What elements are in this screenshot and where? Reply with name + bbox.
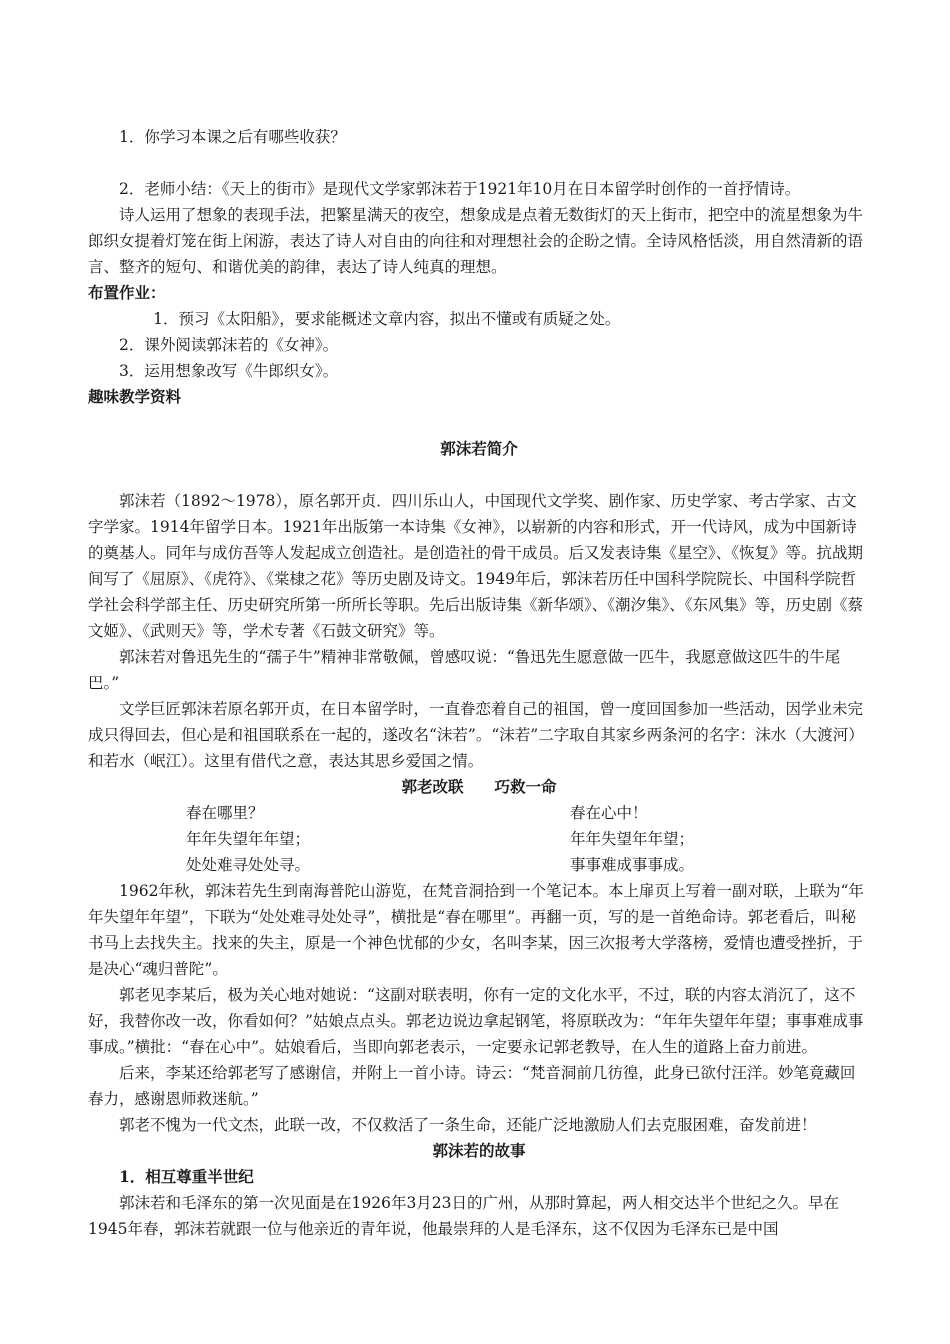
homework-heading: 布置作业：	[88, 283, 166, 302]
homework-item: 1．预习《太阳船》，要求能概述文章内容，拟出不懂或有质疑之处。	[153, 310, 621, 328]
couplet-story-paragraph: 1962年秋，郭沫若先生到南海普陀山游览，在梵音洞拾到一个笔记本。本上扉页上写着一副对联，上联为“年年失望年年望”，下联为“处处难寻处处寻”，横批是“春在哪里”。再翻一页，写的是一首绝命诗。郭老看后，叫秘书马上去找失主。找来的失主，原是一个神色忧郁的少女，名叫李某，因三次报考大学落榜，爱情也遭受挫折，于是决心“魂归普陀”。	[88, 882, 864, 978]
couplet-original-line: 处处难寻处处寻。	[186, 856, 311, 874]
teacher-summary: 2．老师小结：《天上的街市》是现代文学家郭沫若于1921年10月在日本留学时创作的一首抒情诗。	[119, 180, 801, 198]
couplet-original-line: 年年失望年年望；	[186, 830, 311, 848]
couplet-original-line: 春在哪里？	[186, 804, 264, 822]
couplet-revised-line: 春在心中！	[570, 804, 648, 822]
homework-item: 2．课外阅读郭沫若的《女神》。	[119, 336, 339, 354]
couplet-story-paragraph: 郭老见李某后，极为关心地对她说：“这副对联表明，你有一定的文化水平，不过，联的内容太消沉了，这不好，我替你改一改，你看如何？”姑娘点点头。郭老边说边拿起钢笔，将原联改为：“年年失望年年望；事事难成事事成。”横批：“春在心中”。姑娘看后，当即向郭老表示，一定要永记郭老教导，在人生的道路上奋力前进。	[88, 986, 864, 1056]
review-question-1: 1．你学习本课之后有哪些收获？	[119, 128, 346, 146]
couplet-revised-line: 年年失望年年望；	[570, 830, 695, 848]
couplet-row	[88, 852, 870, 878]
couplet-story-title: 郭老改联 巧救一命	[401, 777, 557, 796]
teacher-summary-continued: 诗人运用了想象的表现手法，把繁星满天的夜空，想象成是点着无数街灯的天上街市，把空中的流星想象为牛郎织女提着灯笼在街上闲游，表达了诗人对自由的向往和对理想社会的企盼之情。全诗风格恬淡，用自然清新的语言、整齐的短句、和谐优美的韵律，表达了诗人纯真的理想。	[88, 206, 864, 276]
couplet-story-paragraph: 后来，李某还给郭老写了感谢信，并附上一首小诗。诗云：“梵音洞前几彷徨，此身已欲付汪洋。妙笔竟藏回春力，感谢恩师救迷航。”	[88, 1064, 856, 1108]
stories-title: 郭沫若的故事	[432, 1141, 526, 1160]
couplet-story-paragraph: 郭老不愧为一代文杰，此联一改，不仅救活了一条生命，还能广泛地激励人们去克服困难，奋发前进！	[119, 1116, 817, 1134]
homework-item: 3．运用想象改写《牛郎织女》。	[119, 362, 339, 380]
couplet-row	[88, 826, 870, 852]
fun-material-heading: 趣味教学资料	[88, 387, 182, 406]
couplet-revised-line: 事事难成事事成。	[570, 856, 695, 874]
bio-paragraph: 郭沫若（1892～1978），原名郭开贞．四川乐山人，中国现代文学奖、剧作家、历史学家、考古学家、古文字学家。1914年留学日本。1921年出版第一本诗集《女神》，以崭新的内容和形式，开一代诗风，成为中国新诗的奠基人。同年与成仿吾等人发起成立创造社。是创造社的骨干成员。后又发表诗集《星空》、《恢复》等。抗战期间写了《屈原》、《虎符》、《棠棣之花》等历史剧及诗文。1949年后，郭沫若历任中国科学院院长、中国科学院哲学社会科学部主任、历史研究所第一所所长等职。先后出版诗集《新华颂》、《潮汐集》、《东风集》等，历史剧《蔡文姬》、《武则天》等，学术专著《石鼓文研究》等。	[88, 492, 864, 640]
couplet-row	[88, 800, 870, 826]
bio-title: 郭沫若简介	[440, 439, 518, 458]
document-page	[88, 124, 870, 1242]
story-1-paragraph: 郭沫若和毛泽东的第一次见面是在1926年3月23日的广州，从那时算起，两人相交达半个世纪之久。早在1945年春，郭沫若就跟一位与他亲近的青年说，他最崇拜的人是毛泽东，这不仅因为毛泽东已是中国	[88, 1194, 840, 1238]
bio-paragraph: 文学巨匠郭沫若原名郭开贞，在日本留学时，一直眷恋着自己的祖国，曾一度回国参加一些活动，因学业未完成只得回去，但心是和祖国联系在一起的，遂改名“沫若”。“沫若”二字取自其家乡两条河的名字：沫水（大渡河）和若水（岷江）。这里有借代之意，表达其思乡爱国之情。	[88, 700, 864, 770]
bio-paragraph: 郭沫若对鲁迅先生的“孺子牛”精神非常敬佩，曾感叹说：“鲁迅先生愿意做一匹牛，我愿意做这匹牛的牛尾巴。”	[88, 648, 841, 692]
story-1-heading: 1．相互尊重半世纪	[119, 1167, 254, 1186]
